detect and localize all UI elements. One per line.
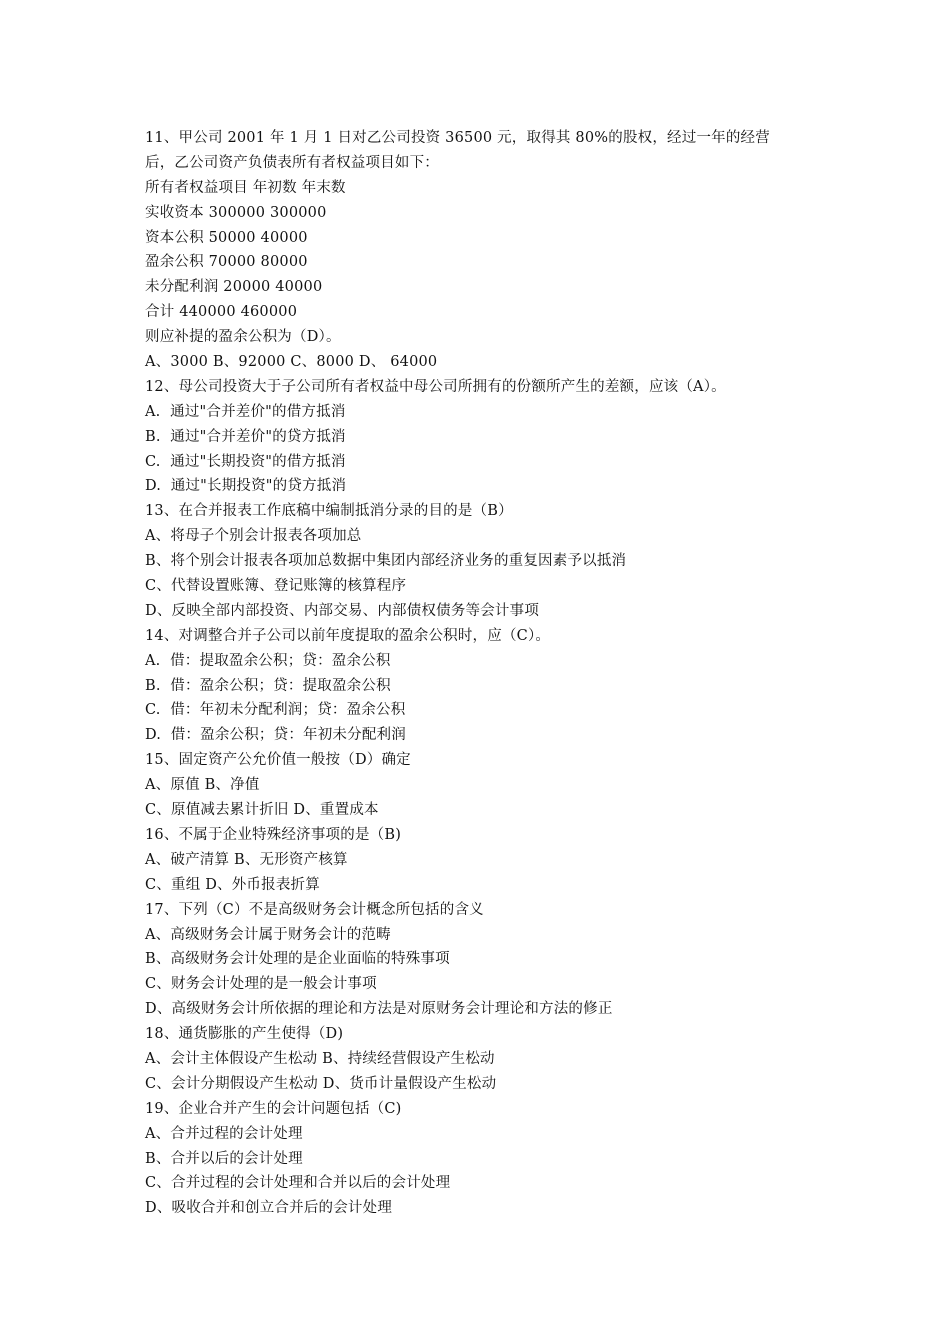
text-line: A、高级财务会计属于财务会计的范畴 xyxy=(145,926,391,943)
text-line: B. 借：盈余公积；贷：提取盈余公积 xyxy=(145,677,391,694)
text-line: 14、对调整合并子公司以前年度提取的盈余公积时，应（C）。 xyxy=(145,627,551,644)
text-line: A、破产清算 B、无形资产核算 xyxy=(145,851,348,868)
text-line: A、会计主体假设产生松动 B、持续经营假设产生松动 xyxy=(145,1050,495,1067)
text-line: 盈余公积 70000 80000 xyxy=(145,254,308,271)
text-line: D、高级财务会计所依据的理论和方法是对原财务会计理论和方法的修正 xyxy=(145,1001,613,1018)
text-line: B、高级财务会计处理的是企业面临的特殊事项 xyxy=(145,951,450,968)
text-line: B、合并以后的会计处理 xyxy=(145,1150,303,1167)
text-line: D. 通过"长期投资"的贷方抵消 xyxy=(145,478,347,495)
text-line: C、重组 D、外币报表折算 xyxy=(145,876,320,893)
text-line: 后，乙公司资产负债表所有者权益项目如下： xyxy=(145,154,439,171)
text-line: 则应补提的盈余公积为（D）。 xyxy=(145,329,341,346)
text-line: A. 通过"合并差价"的借方抵消 xyxy=(145,403,346,420)
text-line: 实收资本 300000 300000 xyxy=(145,204,327,221)
text-line: D、反映全部内部投资、内部交易、内部债权债务等会计事项 xyxy=(145,602,540,619)
text-line: C、代替设置账簿、登记账簿的核算程序 xyxy=(145,578,407,595)
text-line: C、会计分期假设产生松动 D、货币计量假设产生松动 xyxy=(145,1075,497,1092)
text-line: 15、固定资产公允价值一般按（D）确定 xyxy=(145,752,411,769)
text-line: 12、母公司投资大于子公司所有者权益中母公司所拥有的份额所产生的差额，应该（A）。 xyxy=(145,378,726,395)
text-line: 19、企业合并产生的会计问题包括（C) xyxy=(145,1100,402,1117)
text-line: C. 通过"长期投资"的借方抵消 xyxy=(145,453,346,470)
text-line: C. 借：年初未分配利润；贷：盈余公积 xyxy=(145,702,406,719)
text-line: B. 通过"合并差价"的贷方抵消 xyxy=(145,428,346,445)
text-line: 13、在合并报表工作底稿中编制抵消分录的目的是（B） xyxy=(145,503,513,520)
text-line: A. 借：提取盈余公积；贷：盈余公积 xyxy=(145,652,391,669)
text-line: A、将母子个别会计报表各项加总 xyxy=(145,528,362,545)
text-line: C、原值减去累计折旧 D、重置成本 xyxy=(145,802,379,819)
text-line: A、原值 B、净值 xyxy=(145,777,260,794)
text-line: 所有者权益项目 年初数 年末数 xyxy=(145,179,346,196)
text-line: D. 借：盈余公积；贷：年初未分配利润 xyxy=(145,727,406,744)
text-line: 资本公积 50000 40000 xyxy=(145,229,308,246)
text-line: B、将个别会计报表各项加总数据中集团内部经济业务的重复因素予以抵消 xyxy=(145,553,627,570)
text-line: 17、下列（C）不是高级财务会计概念所包括的含义 xyxy=(145,901,484,918)
text-line: D、吸收合并和创立合并后的会计处理 xyxy=(145,1200,393,1217)
text-line: 11、甲公司 2001 年 1 月 1 日对乙公司投资 36500 元，取得其 80%的股权，经过一年的经营 xyxy=(145,130,770,146)
document-page xyxy=(145,126,825,1221)
text-line: C、财务会计处理的是一般会计事项 xyxy=(145,976,377,993)
text-line: 18、通货膨胀的产生使得（D) xyxy=(145,1026,344,1043)
text-line: 16、不属于企业特殊经济事项的是（B) xyxy=(145,826,402,843)
text-line: A、合并过程的会计处理 xyxy=(145,1125,303,1142)
text-line: 合计 440000 460000 xyxy=(145,304,298,321)
text-line: 未分配利润 20000 40000 xyxy=(145,279,323,296)
text-line: A、3000 B、92000 C、8000 D、 64000 xyxy=(145,354,438,371)
text-line: C、合并过程的会计处理和合并以后的会计处理 xyxy=(145,1175,451,1192)
